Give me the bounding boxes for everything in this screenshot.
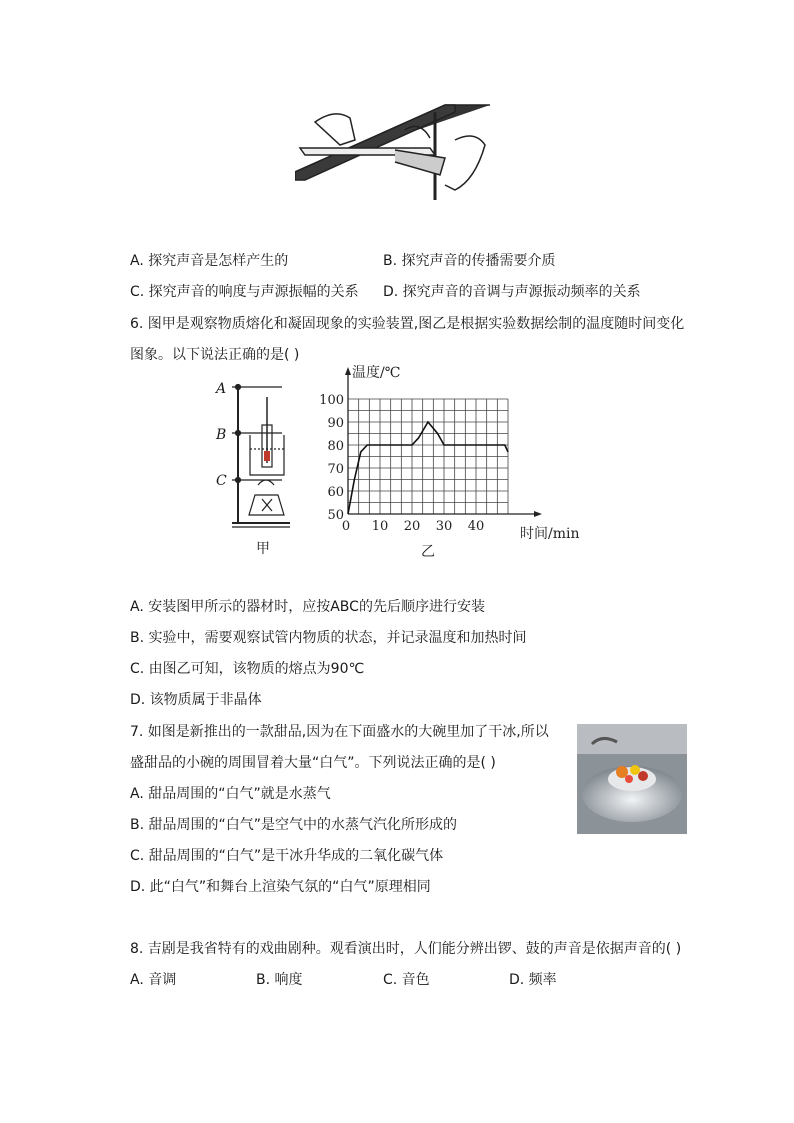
q8-option-c: C. 音色 [383,972,430,988]
y-tick-label: 100 [319,393,344,408]
x-tick-label: 10 [371,519,389,534]
q5-option-a: A. 探究声音是怎样产生的 [130,253,289,269]
y-tick-label: 60 [327,485,344,500]
q7-stem-line2: 盛甜品的小碗的周围冒着大量“白气”。下列说法正确的是( ) [130,755,496,771]
q8-option-a: A. 音调 [130,972,177,988]
label-b: B [216,427,227,443]
caption-yi: 乙 [421,544,435,560]
y-tick-label: 90 [327,416,344,431]
caption-jia: 甲 [256,541,270,557]
q7-stem-line1: 7. 如图是新推出的一款甜品,因为在下面盛水的大碗里加了干冰,所以 [130,724,549,740]
y-tick-label: 80 [327,439,344,454]
x-tick-label: 40 [467,519,485,534]
q6-option-d: D. 该物质属于非晶体 [130,692,262,708]
q7-option-d: D. 此“白气”和舞台上渲染气氛的“白气”原理相同 [130,879,431,895]
x-tick-label: 20 [403,519,421,534]
ruler-table-illustration [295,100,495,210]
q6-option-a: A. 安装图甲所示的器材时，应按ABC的先后顺序进行安装 [130,599,485,615]
label-a: A [216,381,227,397]
y-tick-label: 70 [327,462,344,477]
temperature-time-chart [315,365,595,560]
y-tick-label: 50 [327,508,344,523]
q5-option-b: B. 探究声音的传播需要介质 [383,253,556,269]
x-axis-label: 时间/min [520,526,580,542]
q8-option-d: D. 频率 [509,972,557,988]
x-tick-label: 0 [341,519,351,534]
x-axis-arrow [534,511,542,517]
q5-option-d: D. 探究声音的音调与声源振动频率的关系 [383,284,641,300]
q6-stem-line1: 6. 图甲是观察物质熔化和凝固现象的实验装置,图乙是根据实验数据绘制的温度随时间变化 [130,316,685,332]
q5-option-c: C. 探究声音的响度与声源振幅的关系 [130,284,359,300]
dessert-photo [577,724,687,834]
x-tick-label: 30 [435,519,453,534]
figure-jia [210,375,300,560]
q7-option-a: A. 甜品周围的“白气”就是水蒸气 [130,786,331,802]
q6-option-b: B. 实验中，需要观察试管内物质的状态，并记录温度和加热时间 [130,630,527,646]
label-c: C [216,473,227,489]
q7-option-b: B. 甜品周围的“白气”是空气中的水蒸气汽化所形成的 [130,817,458,833]
q7-option-c: C. 甜品周围的“白气”是干冰升华成的二氧化碳气体 [130,848,444,864]
y-axis-arrow [345,367,351,375]
apparatus-drawing [210,375,300,535]
q6-stem-line2: 图象。以下说法正确的是( ) [130,347,300,363]
y-axis-label: 温度/℃ [352,365,401,381]
q6-option-c: C. 由图乙可知，该物质的熔点为90℃ [130,661,365,677]
q8-option-b: B. 响度 [256,972,303,988]
q8-stem: 8. 吉剧是我省特有的戏曲剧种。观看演出时，人们能分辨出锣、鼓的声音是依据声音的( ) [130,941,682,957]
